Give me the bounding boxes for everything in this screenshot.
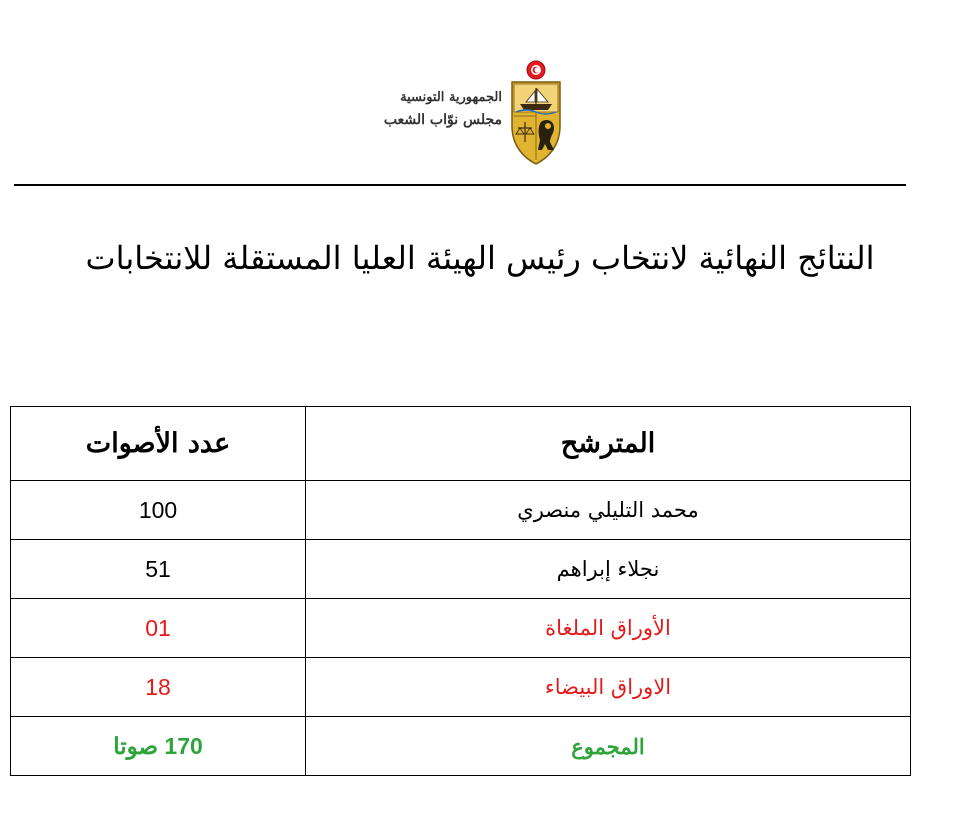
- candidate-name: نجلاء إبراهم: [306, 540, 911, 599]
- table-header-row: [11, 407, 911, 481]
- header-divider: [14, 184, 906, 186]
- table-row: [11, 599, 911, 658]
- total-row: [11, 717, 911, 776]
- candidate-column-header: المترشح: [306, 407, 911, 481]
- table-row: [11, 658, 911, 717]
- total-label: المجموع: [306, 717, 911, 776]
- vote-count: 100: [11, 481, 306, 540]
- invalid-ballots-count: 01: [11, 599, 306, 658]
- page-header: [0, 58, 960, 168]
- total-value: 170 صوتا: [11, 717, 306, 776]
- blank-ballots-count: 18: [11, 658, 306, 717]
- table-row: [11, 481, 911, 540]
- parliament-label: مجلس نوّاب الشعب: [383, 112, 502, 128]
- tunisia-coat-of-arms-icon: [504, 60, 568, 168]
- page-title: النتائج النهائية لانتخاب رئيس الهيئة العليا المستقلة للانتخابات: [85, 239, 875, 277]
- candidate-name: محمد التليلي منصري: [306, 481, 911, 540]
- invalid-ballots-label: الأوراق الملغاة: [306, 599, 911, 658]
- results-table: [10, 406, 911, 776]
- blank-ballots-label: الاوراق البيضاء: [306, 658, 911, 717]
- votes-column-header: عدد الأصوات: [11, 407, 306, 481]
- table-row: [11, 540, 911, 599]
- vote-count: 51: [11, 540, 306, 599]
- institution-name: [340, 88, 502, 132]
- republic-label: الجمهورية التونسية: [400, 90, 502, 105]
